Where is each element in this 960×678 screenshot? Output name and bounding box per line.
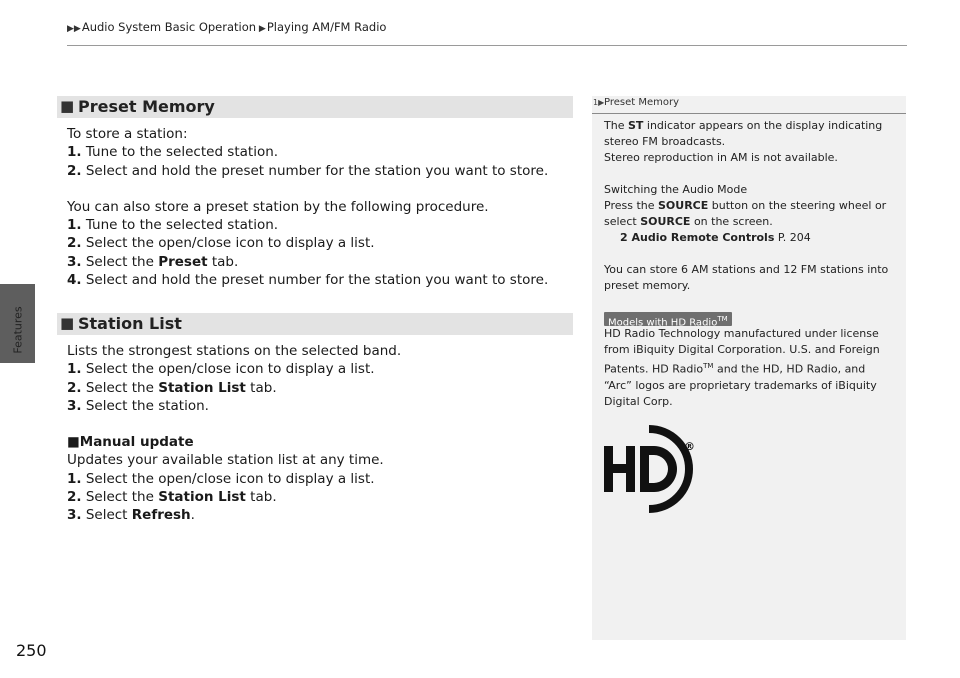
list-item: 3. Select Refresh. xyxy=(67,507,195,524)
list-item: 1. Tune to the selected station. xyxy=(67,144,279,161)
note-line: select SOURCE on the screen. xyxy=(604,215,773,228)
note-line: Press the SOURCE button on the steering wheel or xyxy=(604,199,887,212)
list-item: 4. Select and hold the preset number for the station you want to store. xyxy=(67,272,549,289)
square-bullet-icon: ■ xyxy=(60,97,75,115)
list-item: 1. Select the open/close icon to display a list. xyxy=(67,470,375,487)
breadcrumb-item[interactable]: Audio System Basic Operation xyxy=(81,20,257,34)
list-item: 2. Select the Station List tab. xyxy=(67,379,277,396)
paragraph: Lists the strongest stations on the selected band. xyxy=(67,343,402,359)
list-item: 2. Select and hold the preset number for the station you want to store. xyxy=(67,162,549,179)
note-line: preset memory. xyxy=(604,279,691,292)
page-number: 250 xyxy=(16,641,47,660)
section-title: Station List xyxy=(78,314,182,333)
section-header-station-list xyxy=(57,313,573,335)
cross-reference-link[interactable]: 2 Audio Remote Controls P. 204 xyxy=(620,231,811,244)
square-bullet-icon: ■ xyxy=(67,434,80,451)
note-line: Stereo reproduction in AM is not available. xyxy=(604,151,838,164)
reference-arrow-icon: 2 xyxy=(620,231,632,244)
hd-radio-logo-icon xyxy=(602,424,702,514)
sidebar-header xyxy=(592,96,906,112)
sidebar-title: Preset Memory xyxy=(604,97,680,108)
list-item: 1. Tune to the selected station. xyxy=(67,217,279,234)
note-line: “Arc” logos are proprietary trademarks of iBiquity xyxy=(604,378,877,392)
sidebar-notes xyxy=(604,118,900,294)
list-item: 3. Select the Preset tab. xyxy=(67,253,239,270)
svg-text:®: ® xyxy=(684,440,695,453)
notes-sidebar xyxy=(592,96,906,640)
note-line: Patents. HD Radio™ and the HD, HD Radio, and xyxy=(604,362,866,376)
subsection-title: ■Manual update xyxy=(67,434,194,451)
sidebar-divider xyxy=(592,113,906,114)
model-badge: Models with HD Radio™ xyxy=(604,312,732,326)
note-line: stereo FM broadcasts. xyxy=(604,135,726,148)
note-line: Switching the Audio Mode xyxy=(604,183,748,196)
breadcrumb-arrow-icon: ▶▶ xyxy=(67,24,81,34)
note-line: You can store 6 AM stations and 12 FM stations into xyxy=(604,263,889,276)
header-divider xyxy=(67,45,907,46)
chapter-tab-label[interactable]: Features xyxy=(11,306,25,354)
note-line: Digital Corp. xyxy=(604,394,673,408)
breadcrumb xyxy=(67,20,386,34)
list-item: 2. Select the open/close icon to display a list. xyxy=(67,235,375,252)
note-line: from iBiquity Digital Corporation. U.S. and Foreign xyxy=(604,343,880,356)
note-line: HD Radio Technology manufactured under license xyxy=(604,327,879,340)
sidebar-notes-hd xyxy=(604,326,900,410)
station-list-body xyxy=(67,342,567,525)
note-reference-icon: 1▶ xyxy=(593,98,605,107)
paragraph: To store a station: xyxy=(67,126,188,142)
breadcrumb-arrow-icon: ▶ xyxy=(256,24,266,34)
list-item: 2. Select the Station List tab. xyxy=(67,489,277,506)
section-title: Preset Memory xyxy=(78,97,215,116)
list-item: 1. Select the open/close icon to display a list. xyxy=(67,361,375,378)
paragraph: You can also store a preset station by the following procedure. xyxy=(67,198,489,215)
paragraph: Updates your available station list at any time. xyxy=(67,452,384,469)
section-header-preset-memory xyxy=(57,96,573,118)
note-line: The ST indicator appears on the display indicating xyxy=(604,119,883,132)
svg-text:HD: HD xyxy=(602,424,604,425)
preset-memory-body xyxy=(67,125,567,289)
square-bullet-icon: ■ xyxy=(60,314,75,332)
list-item: 3. Select the station. xyxy=(67,397,209,414)
breadcrumb-item[interactable]: Playing AM/FM Radio xyxy=(266,20,387,34)
